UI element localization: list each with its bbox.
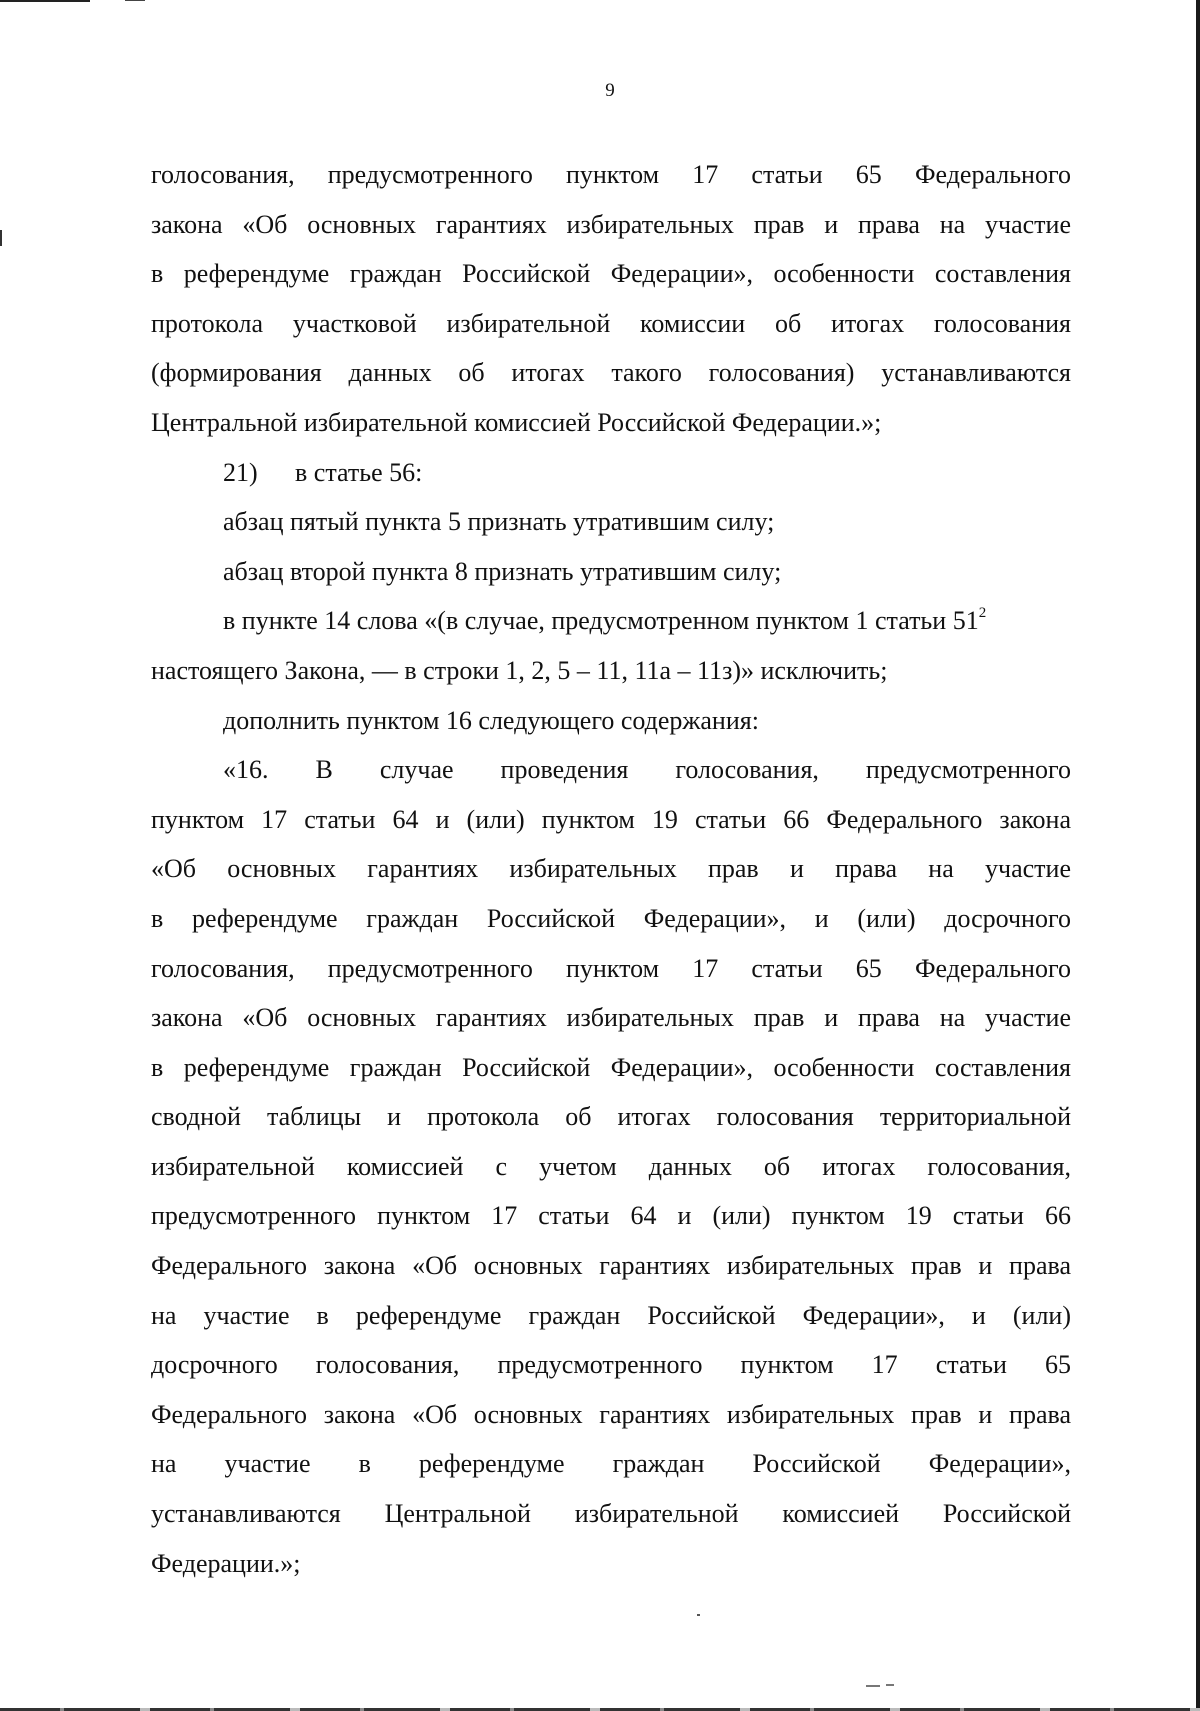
text-line: протокола участковой избирательной комиссии об итогах голосования — [151, 308, 1071, 338]
text-line: на участие в референдуме граждан Российской Федерации», — [151, 1449, 1071, 1479]
text-line: закона «Об основных гарантиях избирательных прав и права на участие — [151, 209, 1071, 239]
text-line: в референдуме граждан Российской Федерации», и (или) досрочного — [151, 903, 1071, 933]
text-line: в референдуме граждан Российской Федерации», особенности составления — [151, 1052, 1071, 1082]
item-text: в статье 56: — [295, 457, 423, 487]
scan-speck — [886, 1684, 894, 1686]
superscript: 2 — [978, 605, 987, 622]
document-body — [151, 150, 1071, 1588]
text-line: пунктом 17 статьи 64 и (или) пунктом 19 статьи 66 Федерального закона — [151, 804, 1071, 834]
text-line: голосования, предусмотренного пунктом 17 статьи 65 Федерального — [151, 160, 1071, 189]
amendment-text: в пункте 14 слова «(в случае, предусмотренном пунктом 1 статьи 51 — [223, 606, 979, 636]
text-line: голосования, предусмотренного пунктом 17 статьи 65 Федерального — [151, 953, 1071, 983]
text-line: «16. В случае проведения голосования, предусмотренного — [223, 755, 1071, 785]
text-line: в референдуме граждан Российской Федерации», особенности составления — [151, 259, 1071, 289]
text-line: «Об основных гарантиях избирательных прав и права на участие — [151, 854, 1071, 884]
text-line: (формирования данных об итогах такого голосования) устанавливаются — [151, 358, 1071, 388]
scan-edge-right — [1196, 0, 1200, 1711]
text-line: Центральной избирательной комиссией Российской Федерации.»; — [151, 407, 882, 437]
scan-speck — [697, 1614, 700, 1616]
text-line: избирательной комиссией с учетом данных об итогах голосования, — [151, 1151, 1071, 1181]
new-point-16 — [151, 745, 1071, 1588]
text-line: устанавливаются Центральной избирательной комиссией Российской — [151, 1499, 1071, 1529]
item-21 — [151, 448, 1071, 498]
text-line — [151, 596, 1071, 646]
page-number: 9 — [605, 80, 615, 101]
text-line: Федерального закона «Об основных гарантиях избирательных прав и права — [151, 1251, 1071, 1281]
scan-edge-left-mark — [0, 230, 2, 246]
scan-edge-top — [0, 0, 90, 2]
paragraph-continuation — [151, 150, 1071, 448]
amendment-line: абзац пятый пункта 5 признать утратившим силу; — [223, 507, 775, 537]
text-line: на участие в референдуме граждан Российской Федерации», и (или) — [151, 1300, 1071, 1330]
scan-edge-top-mark — [125, 0, 145, 1]
amendment-line: абзац второй пункта 8 признать утратившим силу; — [223, 556, 782, 586]
amendment-point-14 — [151, 596, 1071, 695]
text-line: предусмотренного пунктом 17 статьи 64 и (или) пунктом 19 статьи 66 — [151, 1201, 1071, 1231]
text-line: сводной таблицы и протокола об итогах голосования территориальной — [151, 1102, 1071, 1132]
text-line: настоящего Закона, — в строки 1, 2, 5 – 11, 11а – 11з)» исключить; — [151, 655, 888, 685]
amendment-line: дополнить пунктом 16 следующего содержания: — [223, 705, 759, 735]
text-line: досрочного голосования, предусмотренного пунктом 17 статьи 65 — [151, 1350, 1071, 1380]
item-number: 21) — [223, 457, 258, 487]
text-line: закона «Об основных гарантиях избирательных прав и права на участие — [151, 1003, 1071, 1033]
text-line: Федерации.»; — [151, 1548, 301, 1578]
text-line: Федерального закона «Об основных гарантиях избирательных прав и права — [151, 1399, 1071, 1429]
scan-speck — [866, 1685, 880, 1687]
